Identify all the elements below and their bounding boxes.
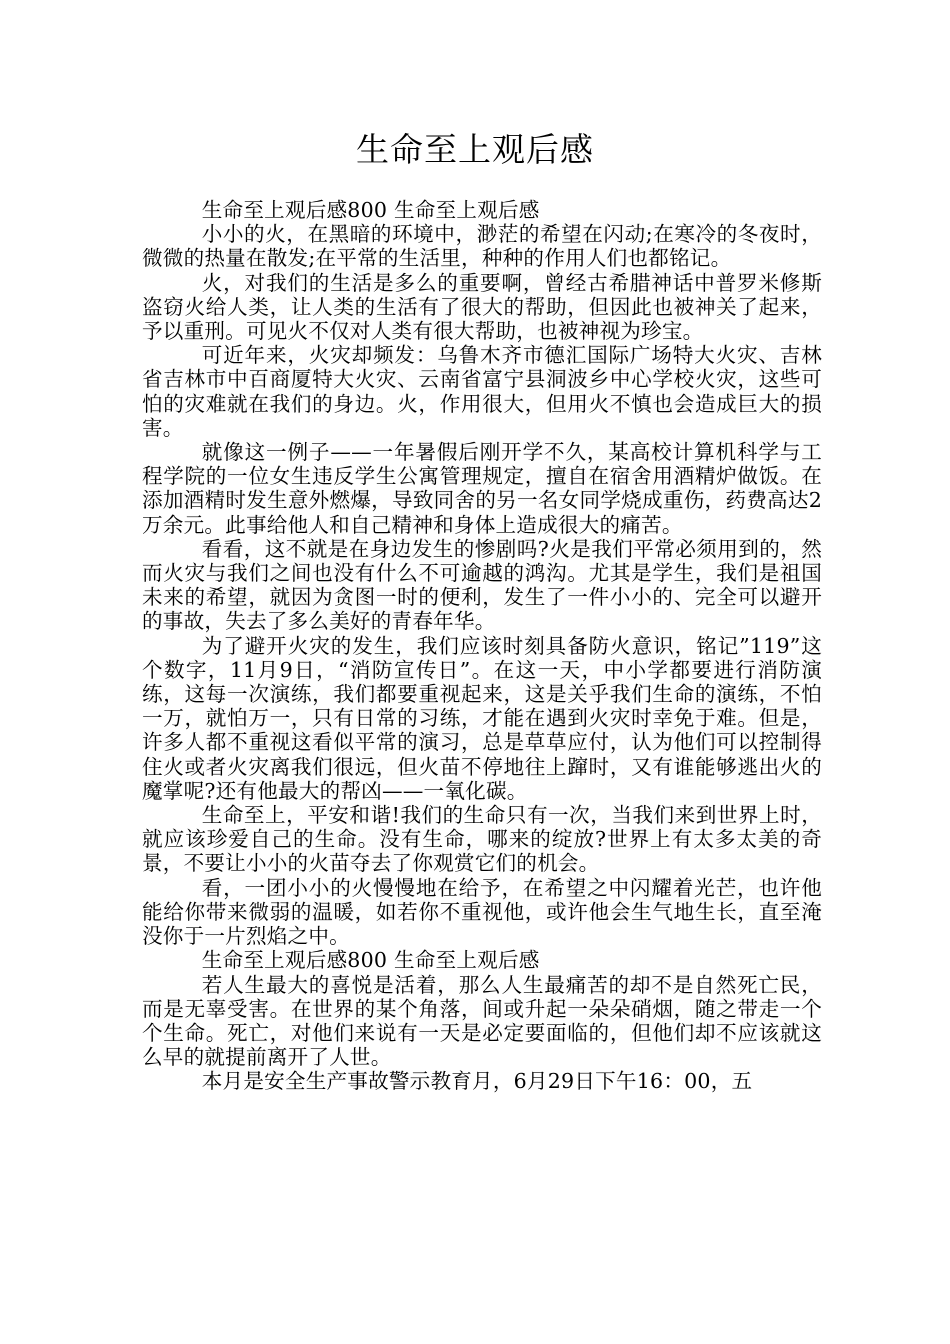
- document-title: 生命至上观后感: [356, 130, 594, 169]
- paragraph: 若人生最大的喜悦是活着，那么人生最痛苦的却不是自然死亡民，而是无辜受害。在世界的某个角落，间或升起一朵朵硝烟，随之带走一个个生命。死亡，对他们来说有一天是必定要面临的，但他们却不应该就这么早的就提前离开了人世。: [142, 972, 822, 1070]
- paragraph: 就像这一例子——一年暑假后刚开学不久，某高校计算机科学与工程学院的一位女生违反学生公寓管理规定，擅自在宿舍用酒精炉做饭。在添加酒精时发生意外燃爆，导致同舍的另一名女同学烧成重伤，药费高达2万余元。此事给他人和自己精神和身体上造成很大的痛苦。: [142, 440, 822, 537]
- paragraph: 可近年来，火灾却频发：乌鲁木齐市德汇国际广场特大火灾、吉林省吉林市中百商厦特大火灾、云南省富宁县洞波乡中心学校火灾，这些可怕的灾难就在我们的身边。火，作用很大，但用火不慎也会造成巨大的损害。: [142, 343, 822, 440]
- paragraph: 生命至上，平安和谐!我们的生命只有一次，当我们来到世界上时，就应该珍爱自己的生命。没有生命，哪来的绽放?世界上有太多太美的奇景，不要让小小的火苗夺去了你观赏它们的机会。: [142, 803, 822, 876]
- document-body: [142, 198, 822, 1094]
- paragraph: 看看，这不就是在身边发生的惨剧吗?火是我们平常必须用到的，然而火灾与我们之间也没有什么不可逾越的鸿沟。尤其是学生，我们是祖国未来的希望，就因为贪图一时的便利，发生了一件小小的、完全可以避开的事故，失去了多么美好的青春年华。: [142, 536, 822, 634]
- paragraph: 本月是安全生产事故警示教育月，6月29日下午16：00，五: [201, 1069, 753, 1094]
- paragraph: 小小的火，在黑暗的环境中，渺茫的希望在闪动;在寒冷的冬夜时，微微的热量在散发;在平常的生活里，种种的作用人们也都铭记。: [142, 222, 822, 271]
- paragraph: 生命至上观后感800 生命至上观后感: [201, 198, 540, 222]
- paragraph: 火，对我们的生活是多么的重要啊，曾经古希腊神话中普罗米修斯盗窃火给人类，让人类的生活有了很大的帮助，但因此也被神关了起来，予以重刑。可见火不仅对人类有很大帮助，也被神视为珍宝。: [142, 270, 822, 344]
- paragraph: 生命至上观后感800 生命至上观后感: [201, 948, 540, 973]
- paragraph: 看，一团小小的火慢慢地在给予，在希望之中闪耀着光芒，也许他能给你带来微弱的温暖，如若你不重视他，或许他会生气地生长，直至淹没你于一片烈焰之中。: [142, 875, 822, 949]
- paragraph: 为了避开火灾的发生，我们应该时刻具备防火意识，铭记”119”这个数字，11月9日，“消防宣传日”。在这一天，中小学都要进行消防演练，这每一次演练，我们都要重视起来，这是关乎我们生命的演练，不怕一万，就怕万一，只有日常的习练，才能在遇到火灾时幸免于难。但是，许多人都不重视这看似平常的演习，总是草草应付，认为他们可以控制得住火或者火灾离我们很远，但火苗不停地往上蹿时，又有谁能够逃出火的魔掌呢?还有他最大的帮凶——一氧化碳。: [142, 633, 822, 803]
